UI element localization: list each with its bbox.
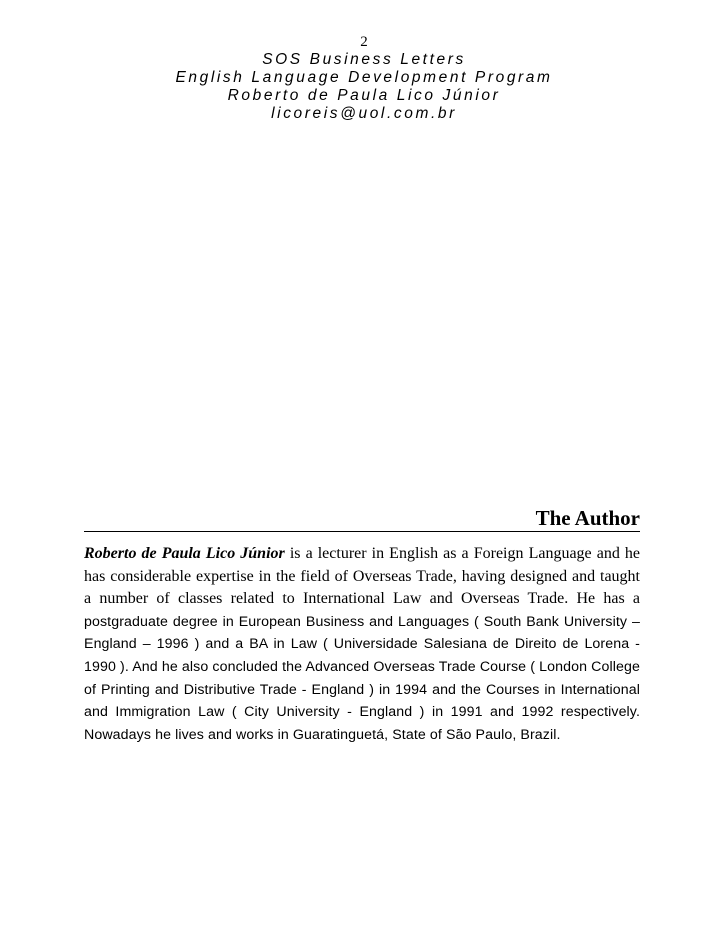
document-header — [0, 51, 728, 123]
header-author: Roberto de Paula Lico Júnior — [227, 87, 501, 104]
author-bio — [84, 543, 640, 746]
header-email: licoreis@uol.com.br — [271, 105, 457, 122]
bio-text-sans: postgraduate degree in European Business and Languages ( South Bank University – England – 1996 ) and a BA in Law ( Universidade Salesiana de Direito de Lorena - 1990 ). And he also concluded the Advanced Overseas Trade Course ( London College of Printing and Distributive Trade - England ) in 1994 and the Courses in International and Immigration Law ( City University - England ) in 1991 and 1992 respectively. Nowadays he lives and works in Guaratinguetá, State of São Paulo, Brazil. — [84, 613, 640, 743]
header-program: English Language Development Program — [175, 69, 553, 86]
bio-author-name: Roberto de Paula Lico Júnior — [84, 545, 285, 562]
bio-text-serif: is a lecturer in English as a Foreign Language and he has considerable expertise in the field of Overseas Trade, having designed and taught a number of classes related to International Law and Overseas Trade. He has a — [84, 545, 640, 608]
header-title: SOS Business Letters — [262, 51, 466, 68]
section-title: The Author — [535, 506, 640, 530]
page-number: 2 — [360, 34, 368, 50]
section-divider — [84, 531, 640, 532]
